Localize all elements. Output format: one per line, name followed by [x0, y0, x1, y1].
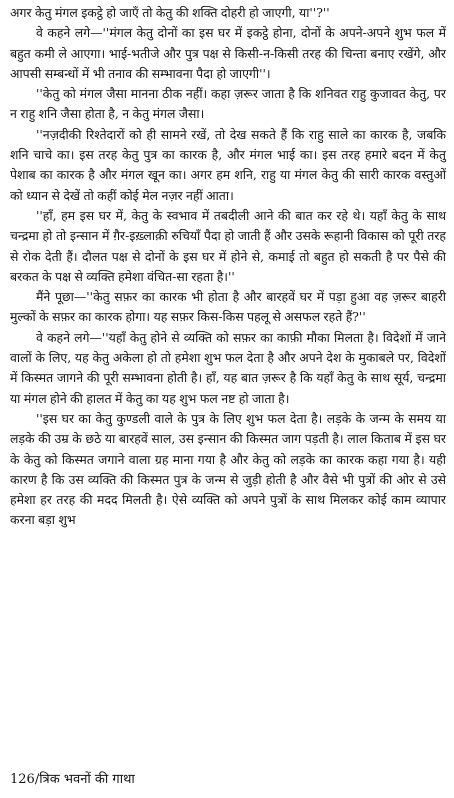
body-text — [10, 3, 446, 531]
paragraph: वे कहने लगे—''मंगल केतु दोनों का इस घर में इकट्ठे होना, दोनों के अपने-अपने शुभ फल में बहुत कमी ले आएगा। भाई-भतीजे और पुत्र पक्ष से किसी-न-किसी तरह की चिन्ता बनाए रखेंगे, और आपसी सम्बन्धों में भी तनाव की सम्भावना पैदा हो जाएगी''। — [10, 25, 446, 81]
paragraph: ''नज़दीकी रिश्तेदारों को ही सामने रखें, तो देख सकते हैं कि राहु साले का कारक है, जबकि शनि चाचे का। इस तरह केतु पुत्र का कारक है, और मंगल भाई का। इस तरह हमारे बदन में केतु पेशाब का कारक है और मंगल खून का। अगर हम शनि, राहु या मंगल केतु की सारी कारक वस्तुओं को ध्यान से देखें तो कहीं कोई मेल नज़र नहीं आता। — [10, 126, 446, 203]
book-page — [10, 0, 446, 798]
paragraph: अगर केतु मंगल इकट्ठे हो जाएँ तो केतु की शक्ति दोहरी हो जाएगी, या''?'' — [10, 5, 330, 20]
paragraph: वे कहने लगे—''यहाँ केतु होने से व्यक्ति को सफ़र का काफ़ी मौका मिलता है। विदेशों में जाने वालों के लिए, यह केतु अकेला हो तो हमेशा शुभ फल देता है और अपने देश के मुकाबले पर, विदेशों में किस्मत जागने की पूरी सम्भावना होती है। हाँ, यह बात ज़रूर है कि यहाँ केतु के साथ सूर्य, चन्द्रमा या मंगल होने की हालत में केतु का यह शुभ फल नष्ट हो जाता है। — [10, 329, 446, 406]
paragraph: ''इस घर का केतु कुण्डली वाले के पुत्र के लिए शुभ फल देता है। लड़के के जन्म के समय या लड़के की उम्र के छठे या बारहवें साल, उस इन्सान की किस्मत जाग पड़ती है। लाल किताब में इस घर के केतु को किस्मत जगाने वाला ग्रह माना गया है और केतु को लड़के का कारक कहा गया है। यही कारण है कि उस व्यक्ति की किस्मत पुत्र के जन्म से जुड़ी होती है और वैसे भी पुत्रों की ओर से उसे हमेशा हर तरह की मदद मिलती है। ऐसे व्यक्ति को अपने पुत्रों के साथ मिलकर कोई काम व्यापार करना बड़ा शुभ — [10, 410, 446, 528]
paragraph: ''केतु को मंगल जैसा मानना ठीक नहीं। कहा ज़रूर जाता है कि शनिवत राहु कुजावत केतु, पर न राहु शनि जैसा होता है, न केतु मंगल जैसा। — [10, 86, 446, 122]
page-footer: 126/त्रिक भवनों की गाथा — [10, 772, 135, 787]
paragraph: ''हाँ, हम इस घर में, केतु के स्वभाव में तबदीली आने की बात कर रहे थे। यहाँ केतु के साथ चन्द्रमा हो तो इन्सान में ग़ैर-इख़्लाक़ी रुचियाँ पैदा हो जाती हैं और उसके रूहानी विकास को पूरी तरह से रोक देती हैं। दौलत पक्ष से दोनों के इस घर में होने से, कमाई तो बहुत हो सकती है पर पैसे की बरकत के पक्ष से व्यक्ति हमेशा वंचित-सा रहता है।'' — [10, 207, 446, 284]
paragraph: मैंने पूछा—''केतु सफ़र का कारक भी होता है और बारहवें घर में पड़ा हुआ वह ज़रूर बाहरी मुल्कों के सफ़र का कारक होगा। यह सफ़र किस-किस पहलू से असफल रहते हैं?'' — [10, 289, 446, 325]
